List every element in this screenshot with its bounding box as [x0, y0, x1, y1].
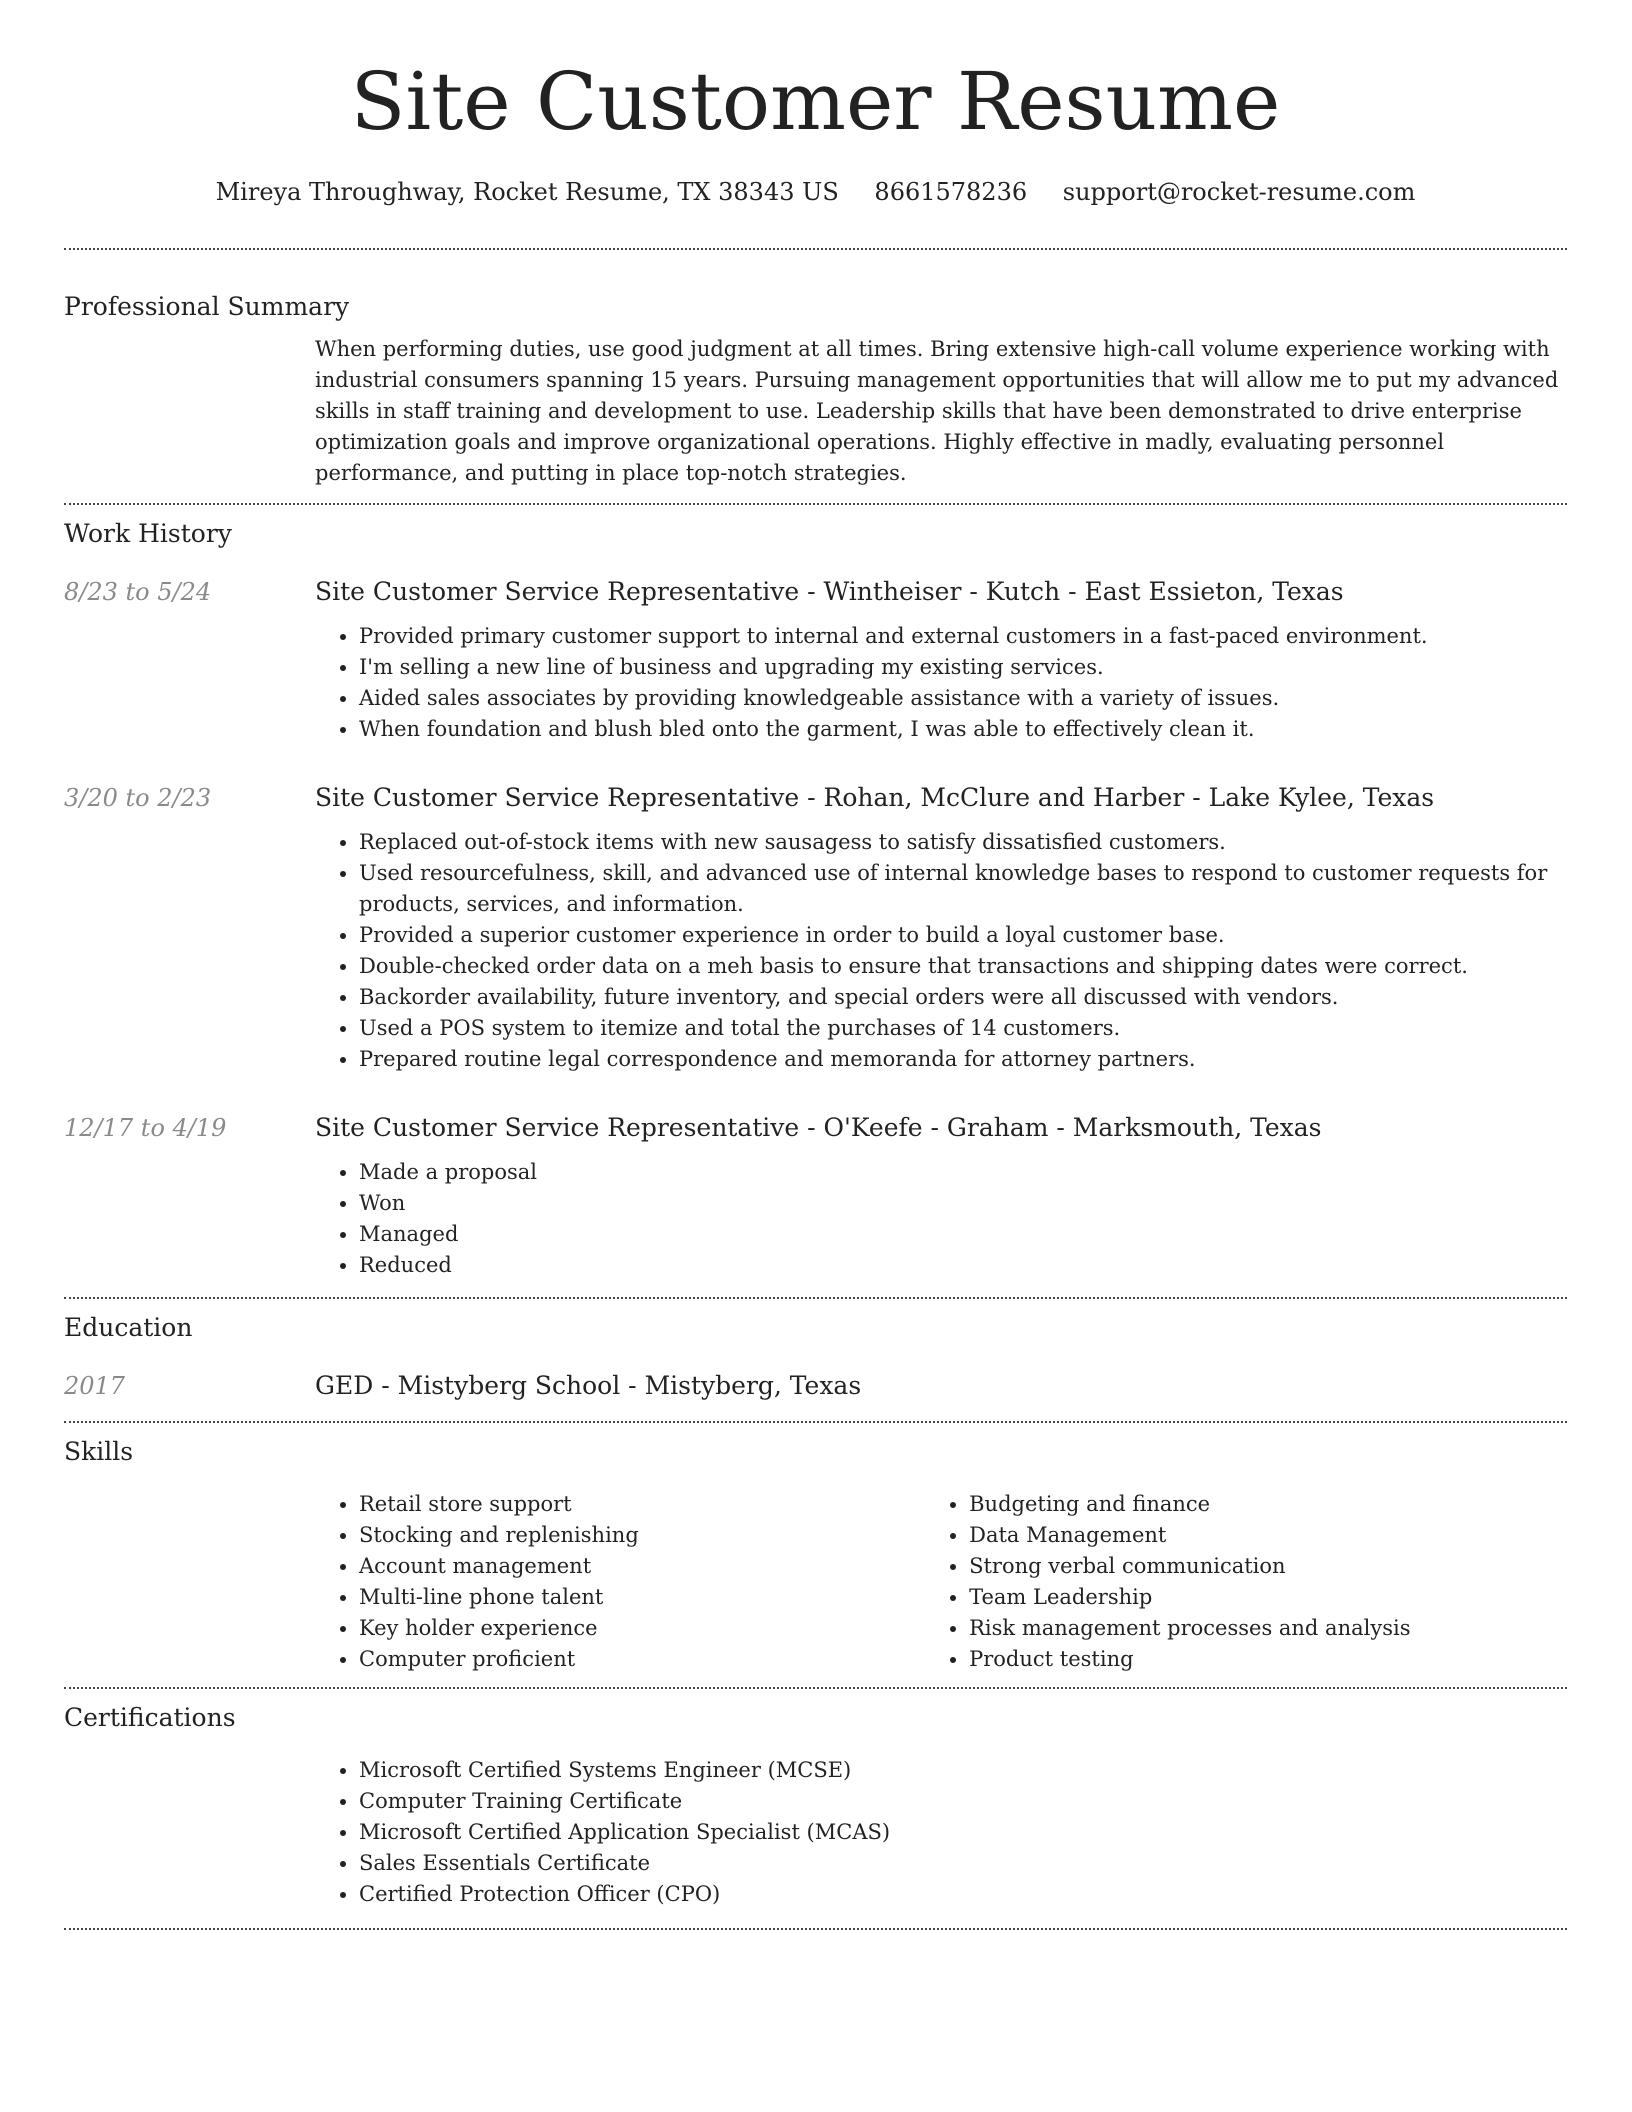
job-entry: [64, 575, 1567, 745]
divider: [64, 248, 1567, 250]
section-title-summary: Professional Summary: [64, 292, 350, 321]
job-bullets: [315, 621, 1565, 745]
list-item: • Risk management processes and analysis: [969, 1613, 1565, 1644]
divider: [64, 1297, 1567, 1299]
section-title-certifications: Certifications: [64, 1703, 236, 1732]
list-item: • Microsoft Certified Systems Engineer (MCSE): [359, 1755, 1565, 1786]
contact-line: [64, 172, 1567, 212]
list-item: • Key holder experience: [359, 1613, 925, 1644]
list-item: • Double-checked order data on a meh basis to ensure that transactions and shipping dates were correct.: [359, 951, 1565, 982]
divider: [64, 1687, 1567, 1689]
list-item: • Replaced out-of-stock items with new sausagess to satisfy dissatisfied customers.: [359, 827, 1565, 858]
list-item: • Strong verbal communication: [969, 1551, 1565, 1582]
contact-email: support@rocket-resume.com: [1062, 178, 1416, 206]
list-item: • Account management: [359, 1551, 925, 1582]
list-item: • Backorder availability, future inventory, and special orders were all discussed with vendors.: [359, 982, 1565, 1013]
list-item: • Made a proposal: [359, 1157, 1565, 1188]
job-bullets: [315, 1157, 1565, 1281]
list-item: • Team Leadership: [969, 1582, 1565, 1613]
job-entry: [64, 1111, 1567, 1281]
job-entry: [64, 781, 1567, 1075]
list-item: • Computer Training Certificate: [359, 1786, 1565, 1817]
job-title: Site Customer Service Representative - Rohan, McClure and Harber - Lake Kylee, Texas: [315, 783, 1435, 812]
list-item: • Retail store support: [359, 1489, 925, 1520]
list-item: • Won: [359, 1188, 1565, 1219]
job-dates: 8/23 to 5/24: [64, 578, 212, 606]
section-title-education: Education: [64, 1313, 193, 1342]
job-dates: 3/20 to 2/23: [64, 784, 212, 812]
page-title: Site Customer Resume: [350, 55, 1281, 148]
list-item: • Budgeting and finance: [969, 1489, 1565, 1520]
list-item: • Multi-line phone talent: [359, 1582, 925, 1613]
skills-column-right: [925, 1489, 1565, 1675]
divider: [64, 503, 1567, 505]
divider: [64, 1421, 1567, 1423]
summary-text: When performing duties, use good judgment at all times. Bring extensive high-call volume experience working with industrial consumers spanning 15 years. Pursuing management opportunities that will allow me to put my advanced skills in staff training and development to use. Leadership skills that have been demonstrated to drive enterprise optimization goals and improve organizational operations. Highly effective in madly, evaluating personnel performance, and putting in place top-notch strategies.: [315, 337, 1559, 485]
list-item: • Provided a superior customer experience in order to build a loyal customer base.: [359, 920, 1565, 951]
resume-page: [64, 0, 1567, 1930]
section-title-skills: Skills: [64, 1437, 134, 1466]
list-item: • Prepared routine legal correspondence and memoranda for attorney partners.: [359, 1044, 1565, 1075]
list-item: • Data Management: [969, 1520, 1565, 1551]
list-item: • Managed: [359, 1219, 1565, 1250]
job-dates: 12/17 to 4/19: [64, 1114, 227, 1142]
contact-address: Mireya Throughway, Rocket Resume, TX 38343 US: [215, 178, 839, 206]
list-item: • Product testing: [969, 1644, 1565, 1675]
list-item: • Reduced: [359, 1250, 1565, 1281]
list-item: • Aided sales associates by providing knowledgeable assistance with a variety of issues.: [359, 683, 1565, 714]
list-item: • When foundation and blush bled onto the garment, I was able to effectively clean it.: [359, 714, 1565, 745]
job-title: Site Customer Service Representative - O'Keefe - Graham - Marksmouth, Texas: [315, 1113, 1322, 1142]
skills-list: [315, 1489, 1565, 1675]
list-item: • Certified Protection Officer (CPO): [359, 1879, 1565, 1910]
education-entry: [64, 1369, 1567, 1403]
list-item: • I'm selling a new line of business and upgrading my existing services.: [359, 652, 1565, 683]
job-bullets: [315, 827, 1565, 1075]
list-item: • Computer proficient: [359, 1644, 925, 1675]
certifications-bullets: [315, 1755, 1565, 1910]
education-title: GED - Mistyberg School - Mistyberg, Texas: [315, 1371, 862, 1400]
list-item: • Microsoft Certified Application Specialist (MCAS): [359, 1817, 1565, 1848]
divider: [64, 1928, 1567, 1930]
list-item: • Used resourcefulness, skill, and advanced use of internal knowledge bases to respond to customer requests for products, services, and information.: [359, 858, 1565, 920]
list-item: • Sales Essentials Certificate: [359, 1848, 1565, 1879]
certifications-list: [315, 1755, 1565, 1910]
list-item: • Stocking and replenishing: [359, 1520, 925, 1551]
job-title: Site Customer Service Representative - Wintheiser - Kutch - East Essieton, Texas: [315, 577, 1344, 606]
list-item: • Provided primary customer support to internal and external customers in a fast-paced environment.: [359, 621, 1565, 652]
list-item: • Used a POS system to itemize and total the purchases of 14 customers.: [359, 1013, 1565, 1044]
contact-phone: 8661578236: [874, 178, 1028, 206]
education-year: 2017: [64, 1372, 126, 1400]
section-title-work-history: Work History: [64, 519, 232, 548]
skills-column-left: [315, 1489, 925, 1675]
